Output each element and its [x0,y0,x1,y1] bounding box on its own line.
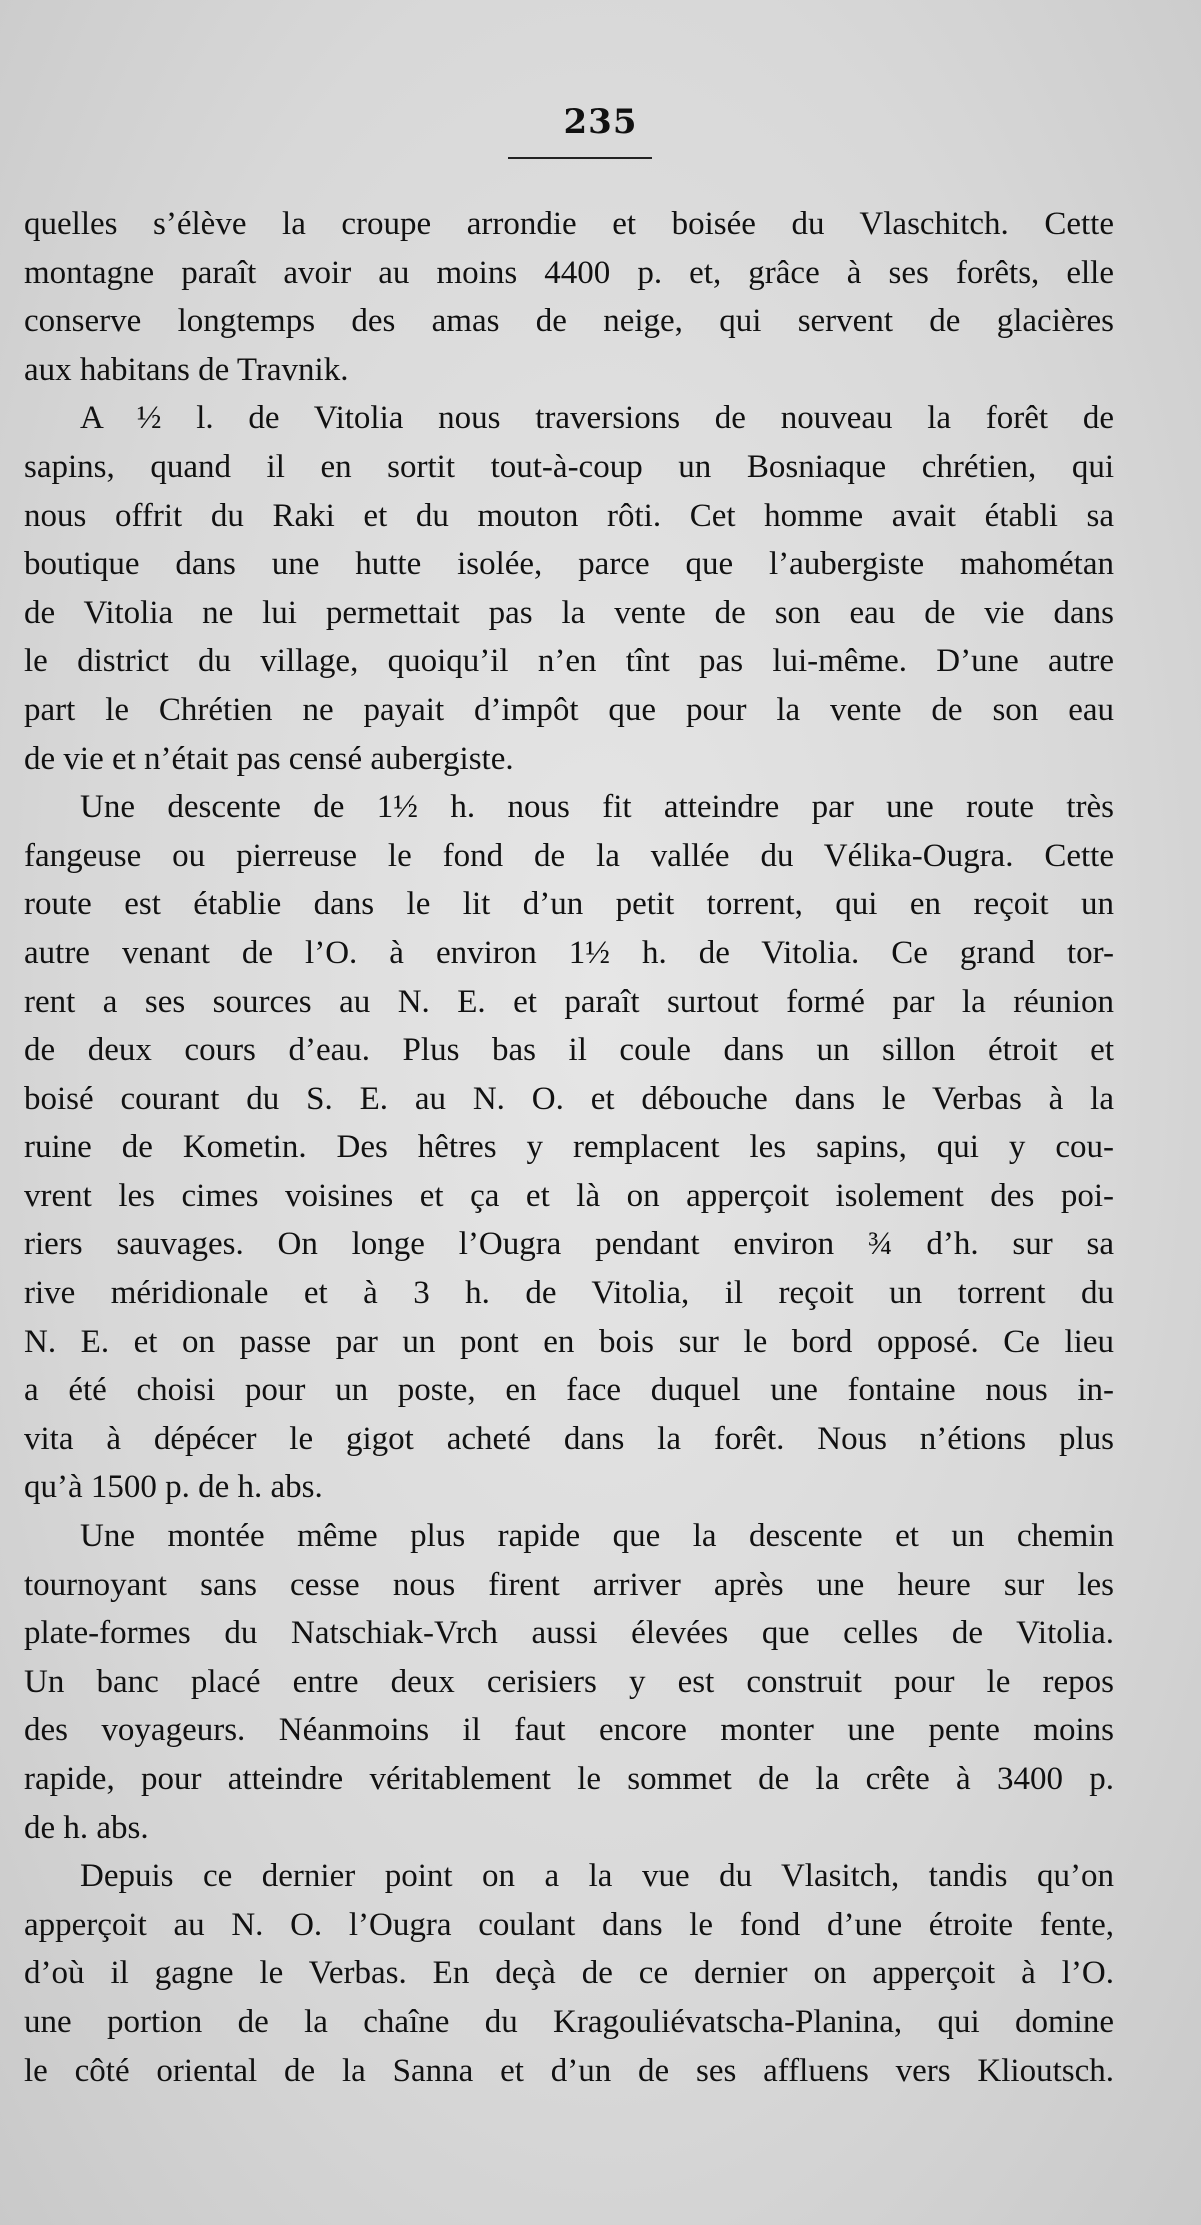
text-line: ruine de Kometin. Des hêtres y remplacent les sapins, qui y cou- [24,1129,1114,1166]
text-line: a été choisi pour un poste, en face duquel une fontaine nous in- [24,1372,1114,1409]
text-line: boutique dans une hutte isolée, parce que l’aubergiste mahométan [24,546,1114,583]
text-line: des voyageurs. Néanmoins il faut encore monter une pente moins [24,1712,1114,1749]
text-line: Un banc placé entre deux cerisiers y est construit pour le repos [24,1663,1114,1700]
text-line: Depuis ce dernier point on a la vue du Vlasitch, tandis qu’on [80,1858,1114,1895]
text-line: montagne paraît avoir au moins 4400 p. et, grâce à ses forêts, elle [24,254,1114,291]
text-line: autre venant de l’O. à environ 1½ h. de Vitolia. Ce grand tor- [24,934,1114,971]
header-rule [508,157,652,159]
text-line: nous offrit du Raki et du mouton rôti. Cet homme avait établi sa [24,497,1114,534]
text-line: rent a ses sources au N. E. et paraît surtout formé par la réunion [24,983,1114,1020]
text-line: tournoyant sans cesse nous firent arriver après une heure sur les [24,1566,1114,1603]
text-line: de deux cours d’eau. Plus bas il coule dans un sillon étroit et [24,1032,1114,1069]
text-line: riers sauvages. On longe l’Ougra pendant environ ¾ d’h. sur sa [24,1226,1114,1263]
text-line: fangeuse ou pierreuse le fond de la vallée du Vélika-Ougra. Cette [24,837,1114,874]
paragraph [24,1512,1114,1852]
text-line: A ½ l. de Vitolia nous traversions de nouveau la forêt de [80,400,1114,437]
body-text [24,200,1114,2095]
text-line: aux habitans de Travnik. [24,351,349,388]
text-line: de Vitolia ne lui permettait pas la vente de son eau de vie dans [24,594,1114,631]
text-line: quelles s’élève la croupe arrondie et boisée du Vlaschitch. Cette [24,206,1114,242]
text-line: le côté oriental de la Sanna et d’un de ses affluens vers Klioutsch. [24,2052,1114,2089]
paragraph [24,394,1114,783]
text-line: rapide, pour atteindre véritablement le sommet de la crête à 3400 p. [24,1761,1114,1797]
text-line: rive méridionale et à 3 h. de Vitolia, il reçoit un torrent du [24,1275,1114,1312]
paragraph [24,1852,1114,2095]
text-line: une portion de la chaîne du Kragouliévatscha-Planina, qui domine [24,2003,1114,2040]
text-line: Une montée même plus rapide que la descente et un chemin [80,1518,1114,1555]
text-line: le district du village, quoiqu’il n’en tînt pas lui-même. D’une autre [24,643,1114,680]
text-line: de vie et n’était pas censé aubergiste. [24,740,514,777]
text-line: apperçoit au N. O. l’Ougra coulant dans le fond d’une étroite fente, [24,1906,1114,1943]
text-line: conserve longtemps des amas de neige, qui servent de glacières [24,303,1114,340]
text-line: qu’à 1500 p. de h. abs. [24,1469,323,1506]
text-line: route est établie dans le lit d’un petit torrent, qui en reçoit un [24,886,1114,923]
text-line: N. E. et on passe par un pont en bois sur le bord opposé. Ce lieu [24,1323,1114,1360]
text-line: de h. abs. [24,1809,149,1846]
text-line: boisé courant du S. E. au N. O. et débouche dans le Verbas à la [24,1080,1114,1117]
text-line: d’où il gagne le Verbas. En deçà de ce dernier on apperçoit à l’O. [24,1955,1114,1992]
paragraph [24,200,1114,394]
paragraph [24,783,1114,1512]
text-line: vrent les cimes voisines et ça et là on apperçoit isolement des poi- [24,1177,1114,1214]
text-line: plate-formes du Natschiak-Vrch aussi élevées que celles de Vitolia. [24,1615,1114,1652]
text-line: Une descente de 1½ h. nous fit atteindre par une route très [80,789,1114,826]
text-line: part le Chrétien ne payait d’impôt que pour la vente de son eau [24,691,1114,728]
text-line: vita à dépécer le gigot acheté dans la forêt. Nous n’étions plus [24,1420,1114,1457]
page-number: 235 [563,102,638,142]
text-line: sapins, quand il en sortit tout-à-coup un Bosniaque chrétien, qui [24,448,1114,485]
